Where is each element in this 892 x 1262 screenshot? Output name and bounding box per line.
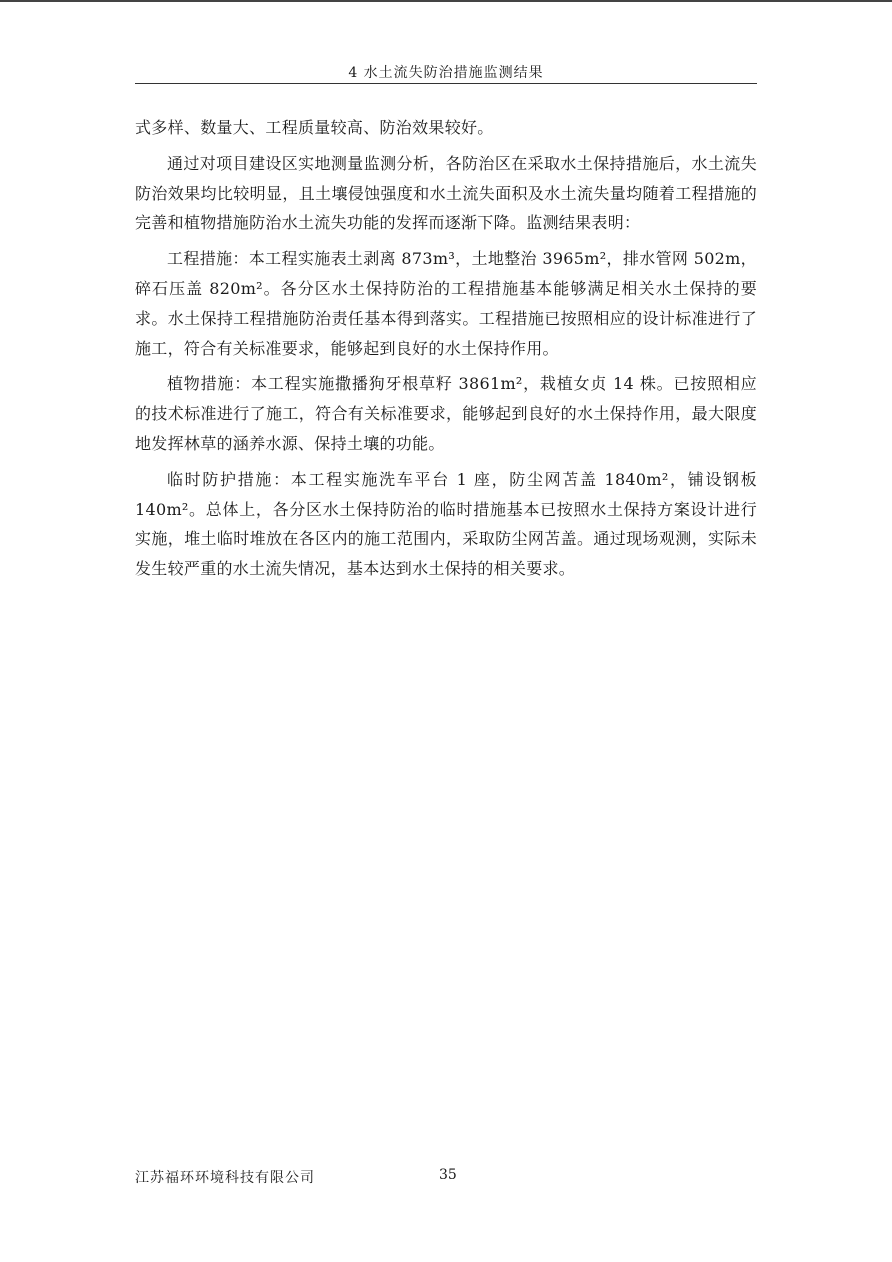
header-rule xyxy=(135,83,757,84)
paragraph-plant-measures: 植物措施：本工程实施撒播狗牙根草籽 3861m²，栽植女贞 14 株。已按照相应的技术标准进行了施工，符合有关标准要求，能够起到良好的水土保持作用，最大限度地发挥林草的涵养水源、保持土壤的功能。 xyxy=(135,374,757,453)
paragraph-temporary-measures: 临时防护措施：本工程实施洗车平台 1 座，防尘网苫盖 1840m²，铺设钢板 140m²。总体上，各分区水土保持防治的临时措施基本已按照水土保持方案设计进行实施，堆土临时堆放在各区内的施工范围内，采取防尘网苫盖。通过现场观测，实际未发生较严重的水土流失情况，基本达到水土保持的相关要求。 xyxy=(135,469,757,579)
paragraph-engineering-measures: 工程措施：本工程实施表土剥离 873m³，土地整治 3965m²，排水管网 502m，碎石压盖 820m²。各分区水土保持防治的工程措施基本能够满足相关水土保持的要求。水土保持工程措施防治责任基本得到落实。工程措施已按照相应的设计标准进行了施工，符合有关标准要求，能够起到良好的水土保持作用。 xyxy=(135,249,757,358)
footer-company: 江苏福环环境科技有限公司 xyxy=(135,1170,315,1186)
page-top-border xyxy=(0,0,892,2)
paragraph-continued: 式多样、数量大、工程质量较高、防治效果较好。 xyxy=(135,118,494,137)
paragraph-monitoring-analysis: 通过对项目建设区实地测量监测分析，各防治区在采取水土保持措施后，水土流失防治效果均比较明显，且土壤侵蚀强度和水土流失面积及水土流失量均随着工程措施的完善和植物措施防治水土流失功能的发挥而逐渐下降。监测结果表明： xyxy=(135,153,757,233)
running-header: 4 水土流失防治措施监测结果 xyxy=(348,65,544,81)
document-body xyxy=(135,113,757,590)
page-number: 35 xyxy=(439,1167,457,1183)
